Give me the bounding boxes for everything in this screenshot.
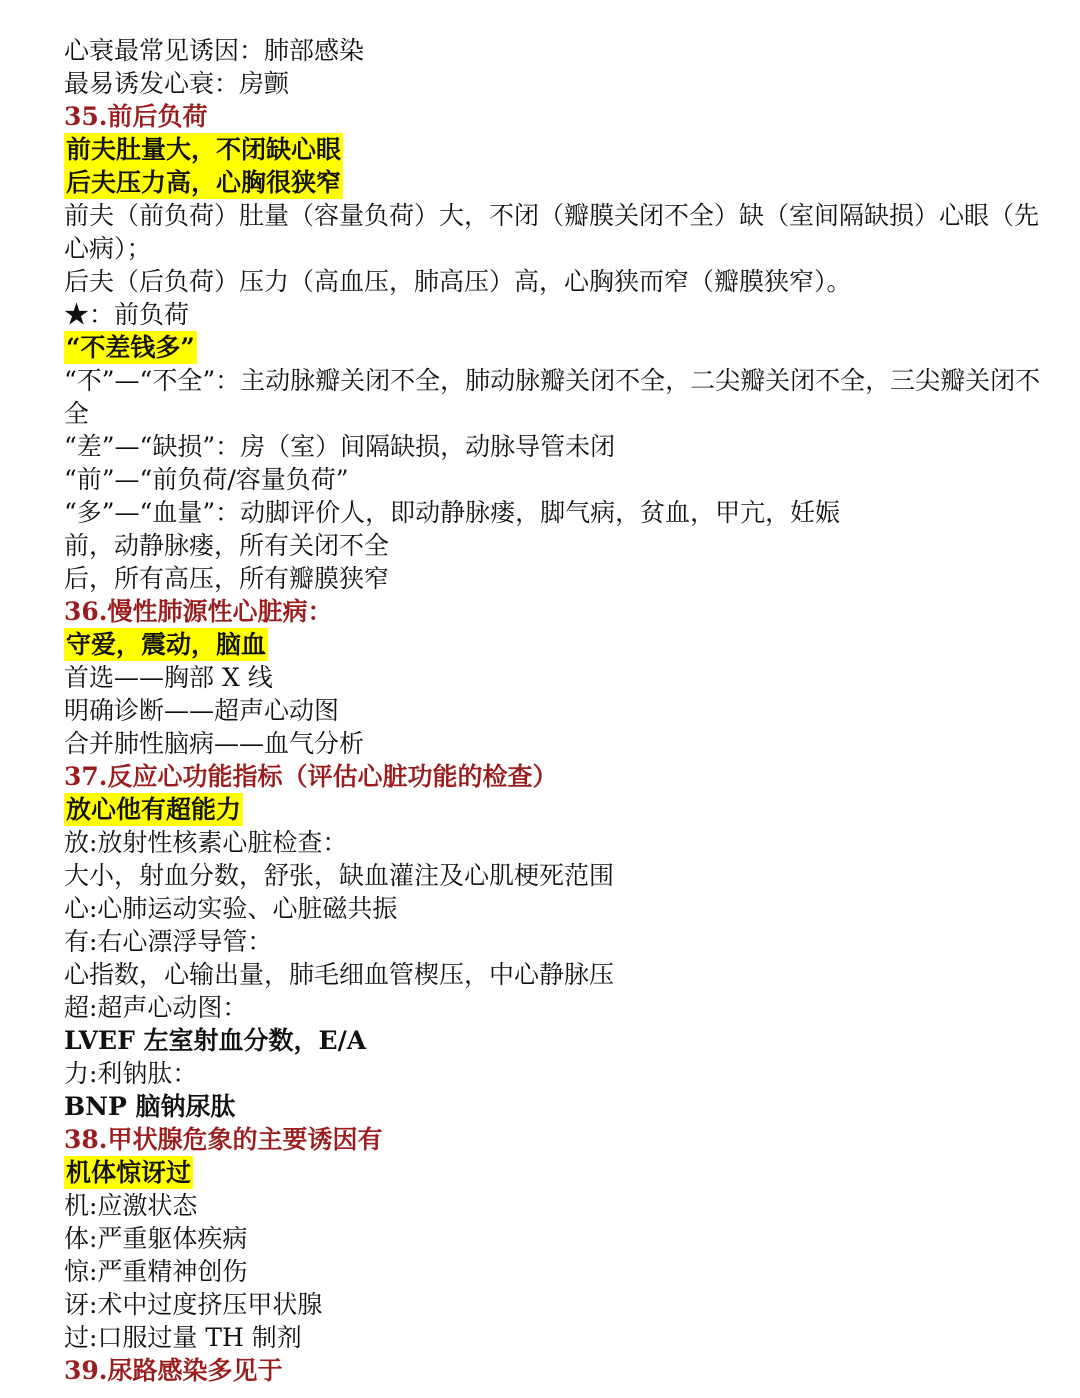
- text-line: 惊:严重精神创伤: [64, 1257, 248, 1286]
- text-line: 超:超声心动图：: [64, 993, 248, 1022]
- text-line: “前”—“前负荷/容量负荷”: [64, 465, 349, 494]
- text-line: 大小，射血分数，舒张，缺血灌注及心肌梗死范围: [64, 861, 615, 890]
- highlighted-mnemonic: 后夫压力高，心胸很狭窄: [66, 168, 342, 197]
- text-line: 力:利钠肽：: [64, 1059, 198, 1088]
- text-line: 讶:术中过度挤压甲状腺: [64, 1290, 323, 1319]
- text-line: 有:右心漂浮导管：: [64, 927, 273, 956]
- section-heading: 36.慢性肺源性心脏病：: [64, 597, 333, 626]
- mnemonic-line: [64, 331, 1056, 364]
- mnemonic-line: [64, 628, 1056, 661]
- section-heading: 37.反应心功能指标（评估心脏功能的检查）: [64, 762, 558, 791]
- text-paragraph: “不”—“不全”：主动脉瓣关闭不全，肺动脉瓣关闭不全，二尖瓣关闭不全，三尖瓣关闭不全: [64, 366, 1041, 428]
- text-line: 最易诱发心衰：房颤: [64, 69, 290, 98]
- mnemonic-line: [64, 166, 1056, 199]
- text-line: 明确诊断——超声心动图: [64, 696, 340, 725]
- text-line: LVEF 左室射血分数，E/A: [64, 1026, 367, 1055]
- highlighted-mnemonic: 守爱，震动，脑血: [66, 630, 267, 659]
- highlighted-mnemonic: “不差钱多”: [66, 333, 195, 362]
- text-line: 心指数，心输出量，肺毛细血管楔压，中心静脉压: [64, 960, 615, 989]
- text-line: 首选——胸部 X 线: [64, 663, 273, 692]
- highlighted-mnemonic: 前夫肚量大，不闭缺心眼: [66, 135, 342, 164]
- text-line: 后，所有高压，所有瓣膜狭窄: [64, 564, 390, 593]
- text-line: 机:应激状态: [64, 1191, 198, 1220]
- text-line: 合并肺性脑病——血气分析: [64, 729, 365, 758]
- text-line: “多”—“血量”：动脚评价人，即动静脉瘘，脚气病，贫血，甲亢，妊娠: [64, 498, 841, 527]
- text-line: 后夫（后负荷）压力（高血压，肺高压）高，心胸狭而窄（瓣膜狭窄）。: [64, 267, 852, 296]
- mnemonic-line: [64, 793, 1056, 826]
- text-line: “差”—“缺损”：房（室）间隔缺损，动脉导管未闭: [64, 432, 616, 461]
- text-line: ★：前负荷: [64, 300, 190, 329]
- text-line: 前，动静脉瘘，所有关闭不全: [64, 531, 390, 560]
- mnemonic-line: [64, 133, 1056, 166]
- section-heading: 39.尿路感染多见于: [64, 1356, 283, 1385]
- text-line: BNP 脑钠尿肽: [64, 1092, 236, 1121]
- text-line: 心衰最常见诱因：肺部感染: [64, 36, 365, 65]
- highlighted-mnemonic: 放心他有超能力: [66, 795, 242, 824]
- text-line: 心:心肺运动实验、心脏磁共振: [64, 894, 398, 923]
- text-paragraph: 前夫（前负荷）肚量（容量负荷）大，不闭（瓣膜关闭不全）缺（室间隔缺损）心眼（先心病）；: [64, 201, 1040, 263]
- section-heading: 35.前后负荷: [64, 102, 208, 131]
- highlighted-mnemonic: 机体惊讶过: [66, 1158, 192, 1187]
- mnemonic-line: [64, 1156, 1056, 1189]
- text-line: 体:严重躯体疾病: [64, 1224, 248, 1253]
- section-heading: 38.甲状腺危象的主要诱因有: [64, 1125, 383, 1154]
- text-line: 放:放射性核素心脏检查：: [64, 828, 348, 857]
- text-line: 过:口服过量 TH 制剂: [64, 1323, 302, 1352]
